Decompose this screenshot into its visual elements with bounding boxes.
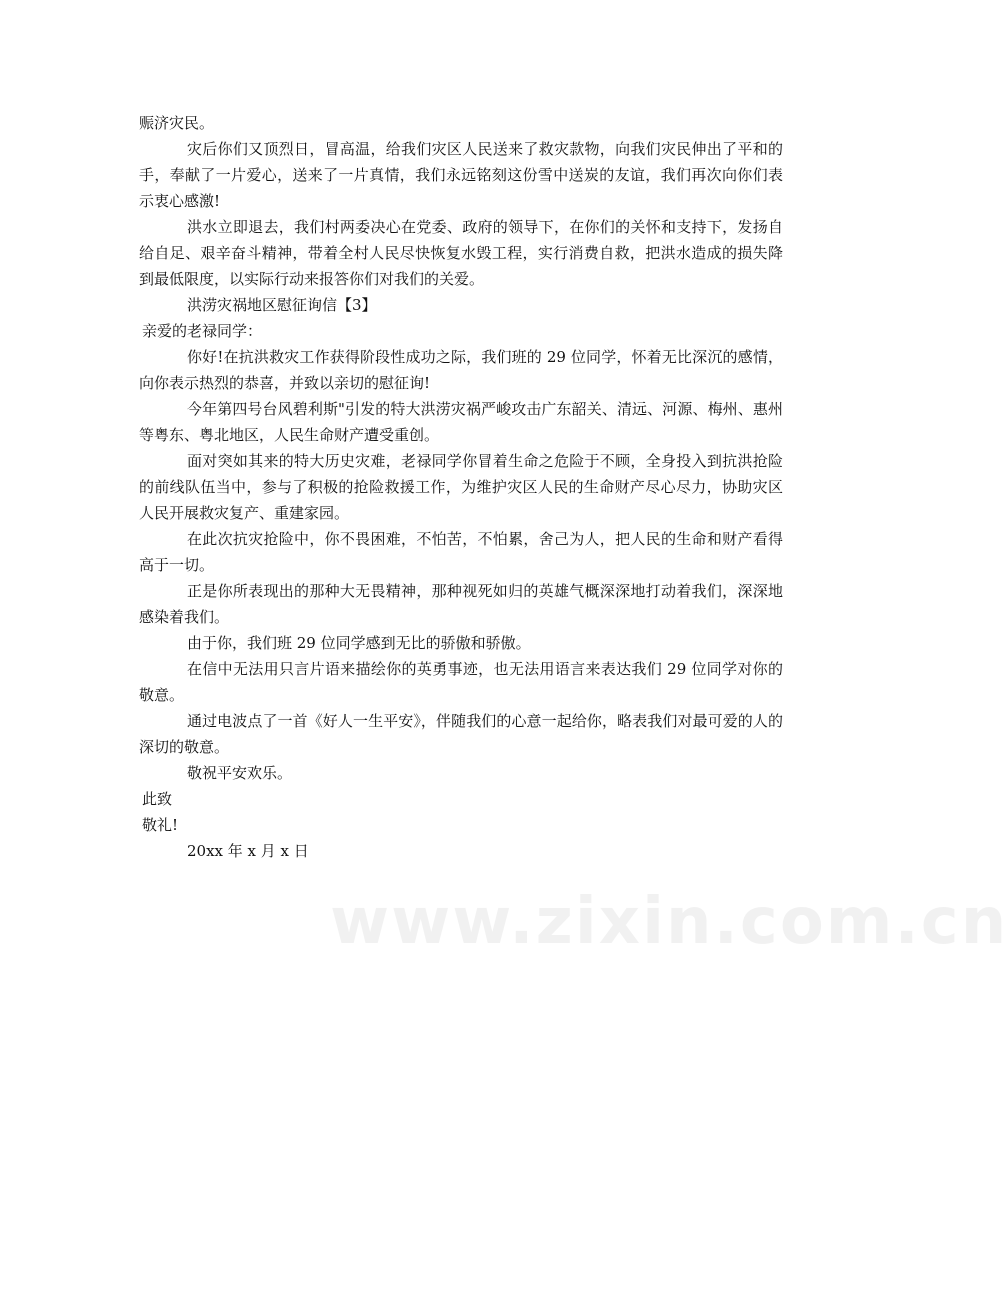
- letter-body: [139, 110, 783, 864]
- paragraph: 今年第四号台风碧利斯"引发的特大洪涝灾祸严峻攻击广东韶关、清远、河源、梅州、惠州等粤东、粤北地区，人民生命财产遭受重创。: [139, 400, 783, 444]
- closing-salute: 敬礼!: [142, 816, 179, 834]
- paragraph: 在信中无法用只言片语来描绘你的英勇事迹，也无法用语言来表达我们 29 位同学对你的敬意。: [139, 660, 783, 704]
- closing-wish: 敬祝平安欢乐。: [187, 764, 293, 782]
- salutation: 亲爱的老禄同学：: [142, 322, 263, 340]
- paragraph: 通过电波点了一首《好人一生平安》，伴随我们的心意一起给你，略表我们对最可爱的人的深切的敬意。: [139, 712, 783, 756]
- watermark: www.zixin.com.cn: [330, 885, 1008, 959]
- paragraph: 面对突如其来的特大历史灾难，老禄同学你冒着生命之危险于不顾，全身投入到抗洪抢险的前线队伍当中，参与了积极的抢险救援工作，为维护灾区人民的生命财产尽心尽力，协助灾区人民开展救灾复产、重建家园。: [139, 452, 783, 522]
- paragraph: 在此次抗灾抢险中，你不畏困难，不怕苦，不怕累，舍己为人，把人民的生命和财产看得高于一切。: [139, 530, 783, 574]
- paragraph: 由于你，我们班 29 位同学感到无比的骄傲和骄傲。: [187, 634, 531, 652]
- closing-salute: 此致: [142, 790, 173, 808]
- paragraph: 你好!在抗洪救灾工作获得阶段性成功之际，我们班的 29 位同学，怀着无比深沉的感情，向你表示热烈的恭喜，并致以亲切的慰征询!: [139, 348, 783, 392]
- paragraph: 灾后你们又顶烈日，冒高温，给我们灾区人民送来了救灾款物，向我们灾民伸出了平和的手，奉献了一片爱心，送来了一片真情，我们永远铭刻这份雪中送炭的友谊，我们再次向你们表示衷心感激!: [139, 140, 783, 210]
- letter-date: 20xx 年 x 月 x 日: [187, 842, 309, 860]
- letter-title: 洪涝灾祸地区慰征询信【3】: [187, 296, 377, 314]
- paragraph: 洪水立即退去，我们村两委决心在党委、政府的领导下，在你们的关怀和支持下，发扬自给自足、艰辛奋斗精神，带着全村人民尽快恢复水毁工程，实行消费自救，把洪水造成的损失降到最低限度，以实际行动来报答你们对我们的关爱。: [139, 218, 783, 288]
- paragraph: 正是你所表现出的那种大无畏精神，那种视死如归的英雄气概深深地打动着我们，深深地感染着我们。: [139, 582, 783, 626]
- paragraph: 赈济灾民。: [139, 114, 215, 132]
